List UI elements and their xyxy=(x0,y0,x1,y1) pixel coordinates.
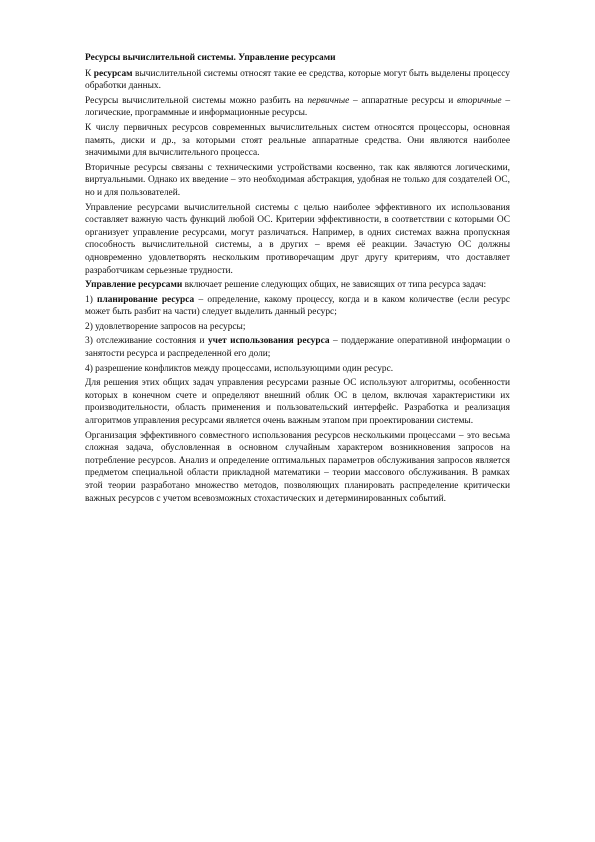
paragraph-secondary-resources: Вторичные ресурсы связаны с техническими устройствами косвенно, так как являются логическими, виртуальными. Однако их введение – это необходимая абстракция, удобная не только для создателей ОС, но и для пользователей. xyxy=(85,162,510,198)
bold-term: планирование ресурса xyxy=(97,294,195,305)
paragraph-resource-management: Управление ресурсами вычислительной системы с целью наиболее эффективного их использования составляет важную часть функций любой ОС. Критерии эффективности, в соответствии с которыми ОС организует управление ресурсами, могут различаться. Например, в одних системах важна пропускная способность вычислительной системы, а в других – время её реакции. Зачастую ОС должны одновременно удовлетворять нескольким противоречащим друг другу критериям, что доставляет разработчикам серьезные трудности. xyxy=(85,202,510,276)
list-item xyxy=(85,294,510,319)
paragraph-primary-secondary xyxy=(85,95,510,120)
text-run: – определение, какому процессу, когда и в каком количестве (если ресурс может быть разбит на части) следует выделить данный ресурс; xyxy=(85,294,510,318)
bold-term: учет использования ресурса xyxy=(207,336,330,347)
text-run: – аппаратные ресурсы и xyxy=(349,95,458,106)
list-item: 4) разрешение конфликтов между процессами, использующими один ресурс. xyxy=(85,363,394,374)
paragraph-primary-resources: К числу первичных ресурсов современных вычислительных систем относятся процессоры, основная память, диски и др., за которыми стоят реальные аппаратные средства. Они являются наиболее значимыми для вычислительного процесса. xyxy=(85,122,510,159)
text-run: Ресурсы вычислительной системы можно разбить на xyxy=(85,95,308,106)
text-run: К xyxy=(85,68,94,79)
paragraph-algorithms: Для решения этих общих задач управления ресурсами разные ОС используют алгоритмы, особенности которых в конечном счете и определяют внешний облик ОС в целом, включая характеристики их производительности, область применения и пользовательский интерфейс. Разработка и реализация алгоритмов управления ресурсами является очень важным этапом при проектировании системы. xyxy=(85,378,510,427)
bold-term: ресурсам xyxy=(93,68,133,79)
text-run: – поддержание оперативной информации о занятости ресурса и распределенной его доли; xyxy=(85,336,511,360)
list-item xyxy=(85,335,510,360)
text-run: 3) отслеживание состояния и xyxy=(85,336,208,347)
bold-term: Управление ресурсами xyxy=(85,280,183,291)
paragraph-queueing-theory: Организация эффективного совместного использования ресурсов несколькими процессами – это весьма сложная задача, обусловленная в основном случайным характером возникновения запросов на потребление ресурсов. Анализ и определение оптимальных параметров обслуживания запросов является предметом специальной области прикладной математики – теории массового обслуживания. В рамках этой теории разработано множество методов, позволяющих планировать распределение критически важных ресурсов с учетом всевозможных стохастических и детерминированных событий. xyxy=(85,430,510,504)
paragraph-management-tasks xyxy=(85,279,510,292)
document-page xyxy=(85,52,510,507)
list-item: 2) удовлетворение запросов на ресурсы; xyxy=(85,321,246,332)
italic-term: первичные xyxy=(307,95,350,106)
document-title: Ресурсы вычислительной системы. Управление ресурсами xyxy=(85,53,336,63)
italic-term: вторичные xyxy=(457,95,502,106)
text-run: вычислительной системы относят такие ее средства, которые могут быть выделены процессу обработки данных. xyxy=(85,68,510,92)
paragraph-resources-definition xyxy=(85,68,510,93)
text-run: включает решение следующих общих, не зависящих от типа ресурса задач: xyxy=(182,280,487,291)
text-run: 1) xyxy=(85,294,98,305)
text-run: – логические, программные и информационные ресурсы. xyxy=(85,95,511,119)
